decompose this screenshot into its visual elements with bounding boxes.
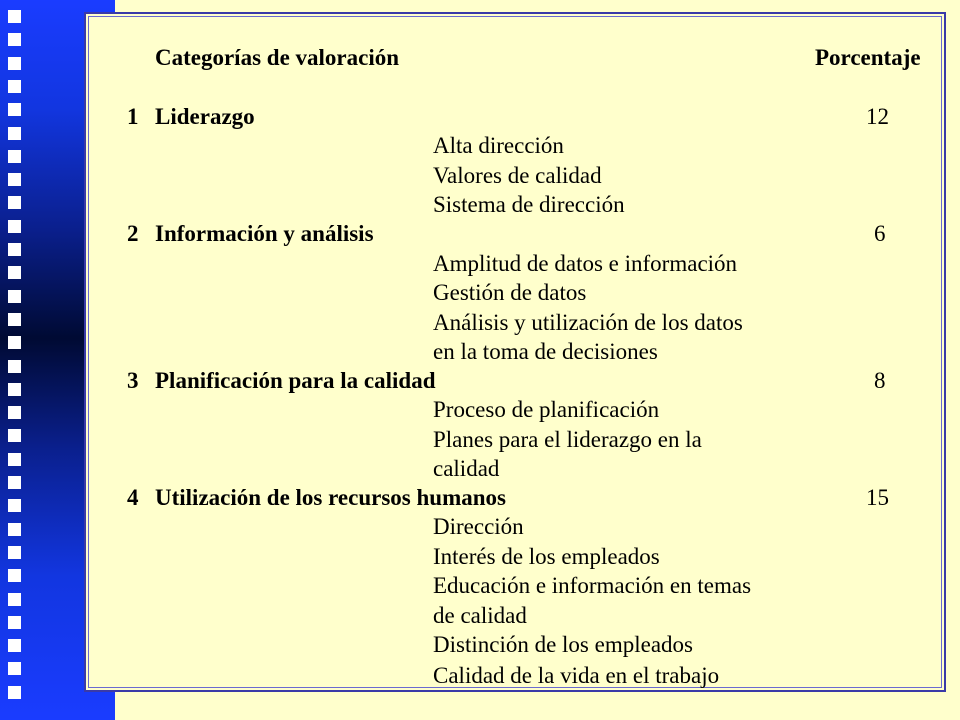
bullet-square xyxy=(8,80,21,93)
bullet-square xyxy=(8,360,21,373)
subcategory-item: Amplitud de datos e información xyxy=(433,251,738,276)
subcategory-item: Análisis y utilización de los datos xyxy=(433,310,743,335)
subcategory-item: Sistema de dirección xyxy=(433,192,625,217)
bullet-square xyxy=(8,220,21,233)
bullet-square xyxy=(8,243,21,256)
bullet-square xyxy=(8,662,21,675)
category-title: Información y análisis xyxy=(155,221,374,246)
category-title: Planificación para la calidad xyxy=(155,368,436,393)
bullet-square xyxy=(8,150,21,163)
subcategory-item: Interés de los empleados xyxy=(433,544,660,569)
subcategory-item: Distinción de los empleados xyxy=(433,632,693,657)
category-percent: 6 xyxy=(874,221,886,246)
bullet-square xyxy=(8,33,21,46)
category-percent: 12 xyxy=(866,104,889,129)
category-number: 2 xyxy=(127,221,139,246)
bullet-square xyxy=(8,569,21,582)
bullet-square-column xyxy=(8,10,24,710)
bullet-square xyxy=(8,313,21,326)
category-percent: 15 xyxy=(866,485,889,510)
bullet-square xyxy=(8,593,21,606)
bullet-square xyxy=(8,546,21,559)
subcategory-item: Dirección xyxy=(433,514,524,539)
category-title: Utilización de los recursos humanos xyxy=(155,485,506,510)
bullet-square xyxy=(8,266,21,279)
bullet-square xyxy=(8,476,21,489)
category-number: 1 xyxy=(127,104,139,129)
bullet-square xyxy=(8,336,21,349)
subcategory-item: Calidad de la vida en el trabajo xyxy=(433,663,720,688)
subcategory-item: Alta dirección xyxy=(433,133,564,158)
bullet-square xyxy=(8,196,21,209)
bullet-square xyxy=(8,383,21,396)
bullet-square xyxy=(8,173,21,186)
subcategory-item: Educación e información en temas xyxy=(433,573,752,598)
bullet-square xyxy=(8,686,21,699)
subcategory-item: Proceso de planificación xyxy=(433,397,660,422)
bullet-square xyxy=(8,429,21,442)
bullet-square xyxy=(8,499,21,512)
subcategory-item: de calidad xyxy=(433,603,527,628)
category-percent: 8 xyxy=(874,368,886,393)
bullet-square xyxy=(8,10,21,23)
bullet-square xyxy=(8,290,21,303)
bullet-square xyxy=(8,523,21,536)
subcategory-item: en la toma de decisiones xyxy=(433,339,658,364)
subcategory-item: calidad xyxy=(433,456,500,481)
category-number: 3 xyxy=(127,368,139,393)
bullet-square xyxy=(8,103,21,116)
category-column-header: Categorías de valoración xyxy=(155,45,400,70)
bullet-square xyxy=(8,406,21,419)
bullet-square xyxy=(8,453,21,466)
subcategory-item: Valores de calidad xyxy=(433,163,602,188)
bullet-square xyxy=(8,616,21,629)
subcategory-item: Gestión de datos xyxy=(433,280,587,305)
category-title: Liderazgo xyxy=(155,104,255,129)
bullet-square xyxy=(8,57,21,70)
subcategory-item: Planes para el liderazgo en la xyxy=(433,427,702,452)
bullet-square xyxy=(8,127,21,140)
bullet-square xyxy=(8,639,21,652)
category-number: 4 xyxy=(127,485,139,510)
percent-column-header: Porcentaje xyxy=(815,45,921,70)
